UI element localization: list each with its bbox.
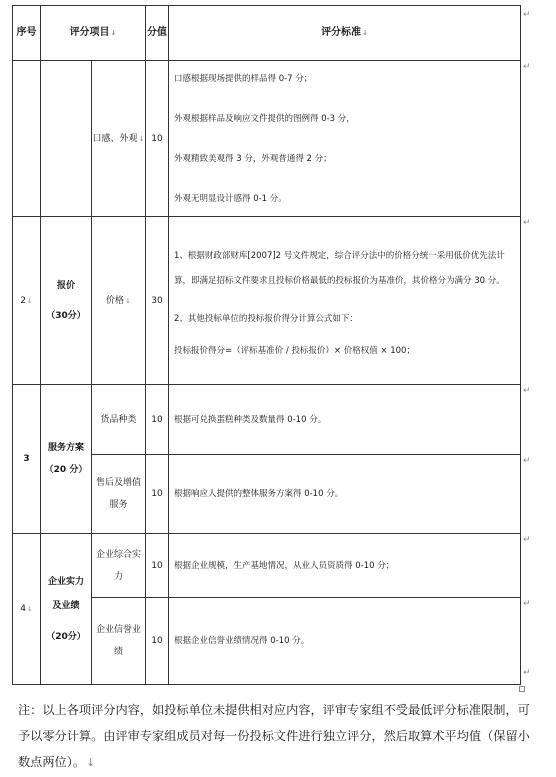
standard-cell [169,455,521,534]
row-no-label: 4 [20,604,26,614]
sub-item [92,598,146,685]
row-no [13,385,41,534]
cell-mark: ↓ [138,134,145,143]
paragraph-mark: ↵ [523,535,531,545]
footnote [18,697,533,776]
standard-cell [169,385,521,455]
score-cell [146,455,169,534]
paragraph-mark: ↵ [523,456,531,466]
table-row [13,385,521,455]
paragraph-mark: ↵ [523,218,531,228]
standard-line: 投标报价得分=（评标基准价 / 投标报价）× 价格权值 × 100； [174,345,415,356]
sub-item [92,455,146,534]
row-no [13,534,41,685]
score-value: 10 [151,133,163,144]
standard-line: 根据企业信誉业绩情况得 0-10 分。 [174,636,310,646]
header-no [13,6,41,61]
score-cell [146,598,169,685]
footnote-text: 注：以上各项评分内容，如投标单位未提供相对应内容，评审专家组不受最低评分标准限制，可予以零分计算。由评审专家组成员对每一份投标文件进行独立评分，然后取算术平均值（保留小数点两位）。 [18,703,530,769]
group-name: 企业实力及业绩 [47,577,84,611]
score-cell [146,217,169,385]
group-score: （20分） [46,632,86,642]
sub-item [92,61,146,217]
standard-line: 口感根据现场提供的样品得 0-7 分； [174,73,313,84]
sub-item-label: 企业综合实力 [95,549,141,582]
group-empty [41,61,92,217]
group-cell [41,217,92,385]
header-score-label: 分值 [147,27,167,38]
paragraph-mark: ↵ [523,386,531,396]
cell-mark: ↓ [125,296,131,305]
standard-cell [169,534,521,598]
score-value: 10 [151,636,163,646]
table-row [13,534,521,598]
sub-item-label: 口感、外观 [92,133,138,144]
standard-line: 2、其他投标单位的投标报价得分计算公式如下： [174,313,358,324]
cell-mark: ↓ [86,756,96,769]
score-value: 30 [151,295,163,306]
sub-item [92,534,146,598]
standard-line: 根据响应人提供的整体服务方案得 0-10 分。 [174,489,344,499]
group-name: 报价 [56,280,75,291]
sub-item-label: 价格 [106,295,125,306]
standard-line: 外观无明显设计感得 0-1 分。 [174,193,287,204]
standard-line: 1、根据财政部财库[2007]2 号文件规定，综合评分法中的价格分统一采用低价优先法计算，即满足招标文件要求且投标价格最低的投标报价为基准价，其价格分为满分 30 分。 [174,250,505,286]
score-cell [146,61,169,217]
row-no-empty [13,61,41,217]
paragraph-mark: ↵ [523,10,531,20]
score-cell [146,385,169,455]
standard-line: 根据企业规模，生产基地情况，从业人员资质得 0-10 分； [174,560,395,571]
sub-item-label: 货品种类 [100,414,137,425]
header-item [41,6,146,61]
standard-cell [169,598,521,685]
header-no-label: 序号 [16,27,37,38]
table-row [13,217,521,385]
standard-cell [169,217,521,385]
header-item-label: 评分项目 [69,27,110,38]
header-standard [169,6,521,61]
sub-item-label: 售后及增值服务 [95,478,141,510]
group-cell [41,534,92,685]
group-score: （30分） [46,310,86,321]
cell-mark: ↓ [26,296,33,305]
scoring-table [12,5,521,685]
cell-mark: ↓ [362,29,368,37]
table-resize-handle[interactable] [519,686,525,692]
row-no-label: 2 [20,295,26,306]
row-no-label: 3 [23,454,30,464]
score-cell [146,534,169,598]
sub-item-label: 企业信誉业绩 [95,625,141,657]
paragraph-mark: ↵ [523,668,531,678]
header-score [146,6,169,61]
paragraph-mark: ↵ [523,599,531,609]
header-standard-label: 评分标准 [321,27,362,38]
group-name: 服务方案 [47,443,84,453]
group-score: （20 分） [44,465,88,475]
score-value: 10 [151,489,163,499]
table-header-row [13,6,521,61]
cell-mark: ↓ [110,29,117,37]
standard-line: 外观精致美观得 3 分，外观普通得 2 分； [174,153,332,164]
score-value: 10 [151,414,163,425]
group-cell [41,385,92,534]
standard-line: 外观根据样品及响应文件提供的图例得 0-3 分， [174,113,355,124]
score-value: 10 [151,560,163,571]
paragraph-mark: ↵ [523,62,531,72]
table-row [13,61,521,217]
standard-line: 根据可兑换蛋糕种类及数量得 0-10 分。 [174,414,327,425]
sub-item [92,385,146,455]
sub-item [92,217,146,385]
row-no [13,217,41,385]
cell-mark: ↓ [26,605,33,613]
standard-cell [169,61,521,217]
